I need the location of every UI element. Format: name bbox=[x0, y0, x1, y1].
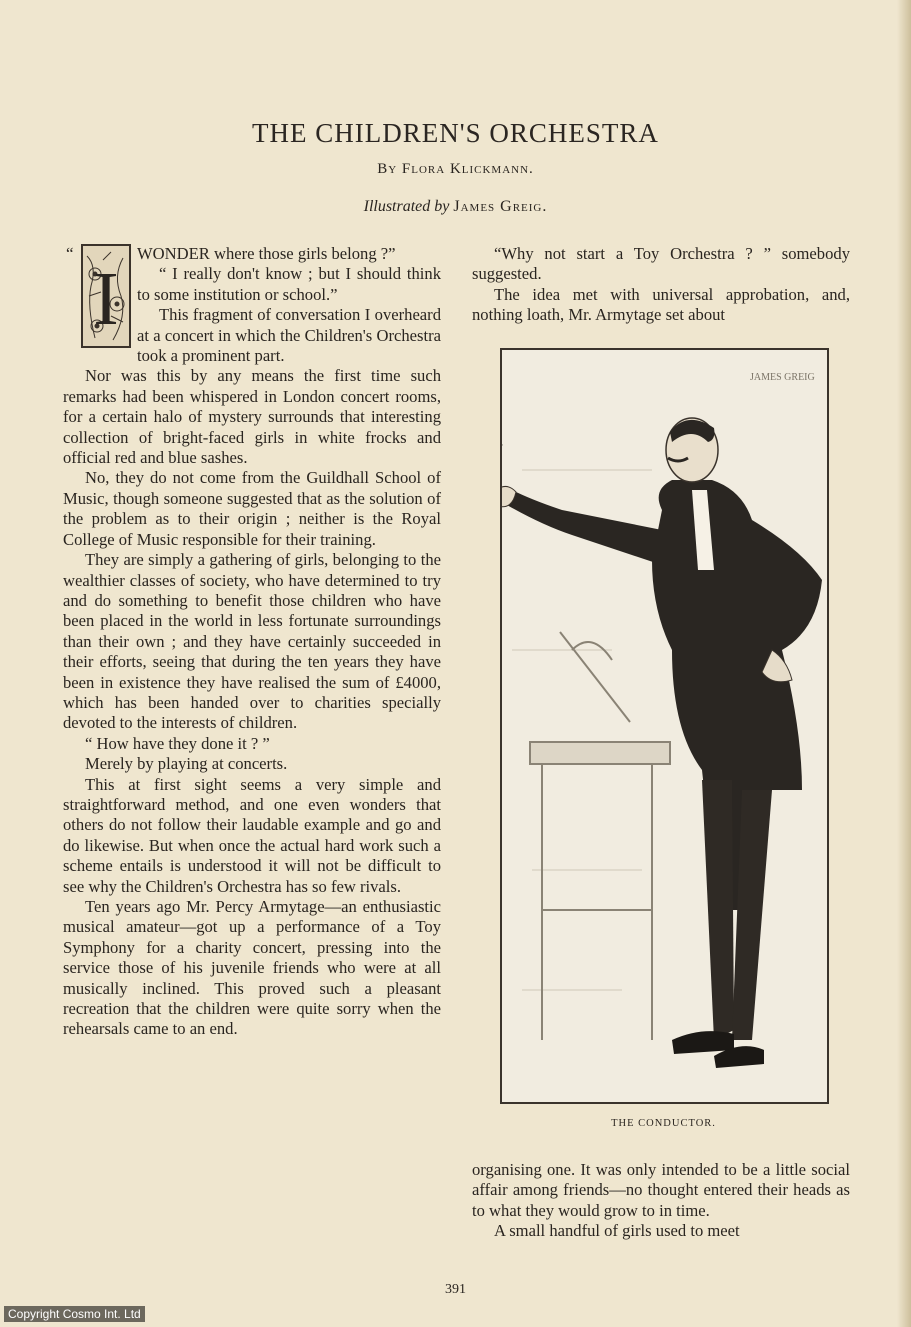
right-paragraph-4: A small handful of girls used to meet bbox=[494, 1221, 740, 1241]
opening-quote: “ bbox=[66, 244, 74, 263]
figure-caption: THE CONDUCTOR. bbox=[611, 1118, 716, 1129]
paragraph-2: “ I really don't know ; but I should think to some institution or school.” bbox=[137, 264, 441, 304]
paragraph-10: Ten years ago Mr. Percy Armytage—an enthusiastic musical amateur—got up a performance of a Toy Symphony for a charity concert, pressing into the service those of his juvenile friends who were at all musically inclined. This proved such a pleasant recreation that the children were quite sorry when the rehearsals came to an end. bbox=[63, 897, 441, 1039]
page-number: 391 bbox=[445, 1282, 466, 1297]
illustrator-name: James Greig. bbox=[453, 198, 548, 215]
paragraph-3: This fragment of conversation I overheard at a concert in which the Children's Orchestra took a prominent part. bbox=[137, 305, 441, 366]
paragraph-6: They are simply a gathering of girls, belonging to the wealthier classes of society, who have determined to try and do something to benefit those children who have been placed in the world in less fortunate surroundings than their own ; and they have certainly succeeded in their efforts, seeing that during the ten years they have been in existence they have realised the sum of £4000, which has been handed over to charities specially devoted to the interests of children. bbox=[63, 550, 441, 733]
dropcap-ornament bbox=[81, 244, 131, 348]
right-column-bottom bbox=[472, 1160, 850, 1242]
paragraph-7: “ How have they done it ? ” bbox=[85, 733, 270, 753]
article-byline: By Flora Klickmann. bbox=[377, 161, 534, 177]
paragraph-5: No, they do not come from the Guildhall School of Music, though someone suggested that as the solution of the problem as to their origin ; neither is the Royal College of Music responsible for their training. bbox=[63, 468, 441, 549]
paragraph-8: Merely by playing at concerts. bbox=[85, 754, 288, 774]
right-paragraph-1: “Why not start a Toy Orchestra ? ” somebody suggested. bbox=[472, 244, 850, 284]
floral-dropcap-icon bbox=[83, 246, 129, 346]
illustrator-credit bbox=[0, 198, 911, 216]
conductor-illustration bbox=[500, 348, 829, 1104]
paragraph-9: This at first sight seems a very simple and straightforward method, and one even wonders that others do not follow their laudable example and go and do likewise. But when once the actual hard work such a scheme entails is understood it will not be difficult to see why the Children's Orchestra has so few rivals. bbox=[63, 774, 441, 896]
conductor-figure-icon bbox=[502, 350, 827, 1102]
right-paragraph-3: organising one. It was only intended to be a little social affair among friends—no thought entered their heads as to what they would grow to in time. bbox=[472, 1160, 850, 1220]
dropcap-letter: I bbox=[93, 257, 119, 341]
paragraph-4: Nor was this by any means the first time such remarks had been whispered in London concert rooms, for a certain halo of mystery surrounds that interesting collection of bright-faced girls in white frocks and official red and blue sashes. bbox=[63, 366, 441, 468]
left-column bbox=[63, 244, 441, 1040]
paragraph-1: WONDER where those girls belong ?” bbox=[137, 244, 396, 263]
illustration-signature: JAMES GREIG bbox=[750, 372, 815, 383]
right-paragraph-2: The idea met with universal approbation, and, nothing loath, Mr. Armytage set about bbox=[472, 284, 850, 325]
copyright-watermark: Copyright Cosmo Int. Ltd bbox=[4, 1306, 145, 1322]
right-column-top bbox=[472, 244, 850, 326]
illustrated-by-label: Illustrated by bbox=[363, 198, 450, 215]
article-title: THE CHILDREN'S ORCHESTRA bbox=[252, 118, 659, 148]
